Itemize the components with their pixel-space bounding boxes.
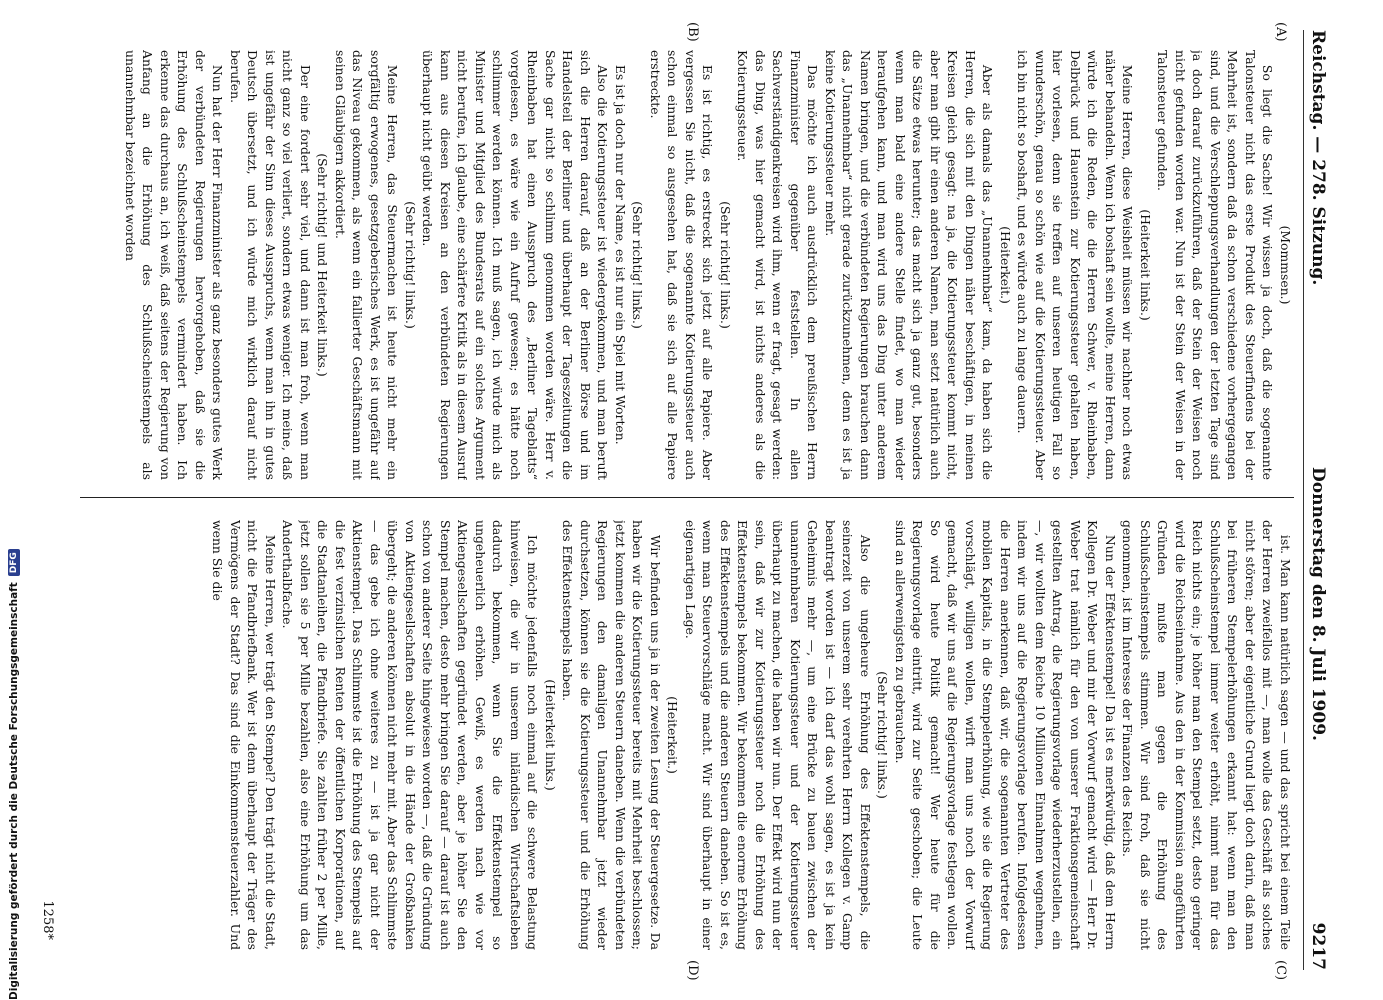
interjection: (Heiterkeit links.) bbox=[543, 679, 558, 791]
interjection: (Sehr richtig! links.) bbox=[875, 671, 891, 799]
header-center: Donnerstag den 8. Juli 1909. bbox=[1308, 467, 1328, 741]
page-header bbox=[1303, 30, 1332, 970]
column-divider bbox=[80, 497, 1294, 498]
interjection: (Sehr richtig! links.) bbox=[630, 201, 646, 329]
paragraph: Es ist ja doch nur der Name, es ist nur ein Spiel mit Worten. bbox=[613, 64, 628, 445]
paragraph: Nun der Effektenstempel! Da ist es merkwürdig, daß dem Herrn Kollegen Dr. Weber und mir der Vorwurf gemacht wird — Herr Dr. Weber trat nämlich für den von unserer Fraktionsgemeinschaft gestellten Antrag, die Regierungsvorlage wiederherzustellen, ein —, wir wollten dem Reiche 10 Millionen Einnahmen wegnehmen, indem wir uns auf die Regierungsvorlage berufen. Infolgedessen die Herren anerkennen, daß wir, die sogenannten Vertreter des mobilen Kapitals, in die Stempelerhöhung, wie sie die Regierung vorschlägt, willigen wollen, wirft man uns noch der Vorwurf gemacht, daß wir uns auf die Regierungsvorlage festlegen wollen. So wird heute Politik gemacht! Wer heute für die Regierungsvorlage eintritt, wird zur Seite geschoben; die Leute sind an allerwenigsten zu gebrauchen. bbox=[893, 520, 1118, 950]
paragraph: Wir befinden uns ja in der zweiten Lesung der Steuergesetze. Da haben wir die Kotierungssteuer bereits mit Mehrheit beschlossen; jetzt kommen die anderen Steuern daneben. Wenn die verbündeten Regierungen den damaligen Unannehmbar jetzt wieder durchsetzen, können sie die Kotierungssteuer und die Erhöhung des Effektenstempels haben. bbox=[560, 520, 663, 950]
credit-text: Digitalisierung gefördert durch die Deutsche Forschungsgemeinschaft bbox=[8, 582, 20, 1000]
paragraph: Es ist richtig, es erstreckt sich jetzt auf alle Papiere. Aber vergessen Sie nicht, daß die sogenannte Kotierungssteuer auch schon einmal so ausgesehen hat, daß sie sich auf alle Papiere erstreckte. bbox=[648, 50, 716, 480]
paragraph: Also die ungeheure Erhöhung des Effektenstempels, die seinerzeit von unserem sehr verehrten Herrn Kollegen v. Gamp beantragt worden ist — ich darf das wohl sagen, es ist ja kein Geheimnis mehr —, um eine Brücke zu bauen zwischen der unannehmbaren Kotierungssteuer und der Kotierungssteuer überhaupt zu machen, die haben wir nun. Der Effekt wird nun der sein, daß wir zur Kotierungssteuer noch die Erhöhung des Effektenstempels bekommen. Wir bekommen die enorme Erhöhung des Effektenstempels und die anderen Steuern daneben. So ist es, wenn man Steuervorschläge macht. Wir sind überhaupt in einer eigenartigen Lage. bbox=[683, 520, 873, 950]
dfg-logo-icon: DFG bbox=[8, 549, 20, 576]
margin-marker-d: (D) bbox=[685, 960, 700, 981]
margin-marker-c: (C) bbox=[1273, 960, 1288, 981]
paragraph: Das möchte ich auch ausdrücklich dem preußischen Herrn Finanzminister gegenüber feststellen. In allen Sachverständigenkreisen wird ihm, wenn er fragt, gesagt werden: das Ding, was hier gemacht wird, ist nichts anderes als die Kotierungssteuer. bbox=[735, 50, 821, 480]
interjection: (Sehr richtig! links.) bbox=[403, 201, 418, 329]
interjection: (Sehr richtig! links.) bbox=[718, 201, 733, 329]
right-column bbox=[80, 520, 1294, 950]
paragraph: So liegt die Sache! Wir wissen ja doch, daß die sogenannte Talonsteuer nicht das erste Produkt des Steuerfindens bei der Mehrheit ist, sondern daß da schon verschiedene vorhergegangen sind, und die Verschleppungsverhandlungen der letzten Tage sind ja doch darauf zurückzuführen, daß der Stein der Weisen noch nicht gefunden worden war. Nun ist der Stein der Weisen in der Talonsteuer gefunden. bbox=[1155, 50, 1276, 480]
paragraph: Ich möchte jedenfalls noch einmal auf die schwere Belastung hinweisen, die wir in unserem inländischen Wirtschaftsleben dadurch bekommen, wenn Sie die Effektenstempel so ungeheuerlich erhöhen. Gewiß, es werden nach wie vor Aktiengesellschaften gegründet werden, aber je höher Sie den Stempel machen, desto mehr bringen Sie darauf — darauf ist auch schon von anderer Seite hingewiesen worden —, daß die Gründung von Aktiengesellschaften absolut in die Hände der Großbanken übergeht; die anderen können nicht mehr mit. Aber das Schlimmste — das gebe ich ohne weiteres zu — ist ja gar nicht der Aktienstempel. Das Schlimmste ist die Erhöhung des Stempels auf die fest verzinslichen Renten der öffentlichen Korporationen, auf die Stadtanleihen, die Pfandbriefe. Sie zahlten früher 2 per Mille, jetzt sollen sie 5 per Mille bezahlen, also eine Erhöhung um das Anderthalbfache. bbox=[280, 520, 541, 950]
interjection: (Mommsen.) bbox=[1278, 225, 1293, 305]
interjection: (Heiterkeit.) bbox=[665, 696, 681, 774]
header-page-number: 9217 bbox=[1308, 922, 1328, 970]
paragraph: ist. Man kann natürlich sagen — und das spricht bei einem Teile der Herren zweifellos mit —, man wolle das Geschäft als solches nicht stören; aber der eigentliche Grund liegt doch darin, daß man bei früheren Stempelerhöhungen erkannt hat: wenn man den Schlußscheinstempel immer weiter erhöht, nimmt man für das Reich nichts ein; je höher man den Stempel setzt, desto geringer wird die Reichseinnahme. Aus den in der Kommission angeführten Gründen mußte man gegen die Erhöhung des Schlußscheinstempels stimmen. Wir sind froh, daß sie nicht genommen, ist im Interesse der Finanzen des Reichs. bbox=[1120, 520, 1293, 950]
paragraph: Also die Kotierungssteuer ist wiedergekommen, und man beruft sich die Herren darauf, daß an der Berliner Börse und im Handelsteil der Berliner und überhaupt der Tageszeitungen die Sache gar nicht so schlimm genommen worden wäre. Herr v. Rheinbaben hat einen Ausspruch des „Berliner Tageblatts“ vorgelesen, es wäre wie ein Aufruf gewesen; es hätte noch schlimmer werden können. Ich muß sagen, ich würde mich als Minister und Mitglied des Bundesrats auf ein solches Argument nicht berufen, ich glaube, eine schärfere Kritik als in diesem Ausruf kann aus diesen Kreisen an den verbündeten Regierungen überhaupt nicht geübt werden. bbox=[420, 50, 611, 480]
paragraph: Der eine fordert sehr viel, und dann ist man froh, wenn man nicht ganz so viel verliert, sondern etwas weniger. Ich meine, daß ist ungefähr der Sinn dieses Ausspruchs, wenn man ihn in gutes Deutsch übersetzt, und ich würde mich wirklich darauf nicht berufen. bbox=[228, 50, 313, 480]
interjection: (Sehr richtig! und Heiterkeit links.) bbox=[315, 153, 331, 377]
paragraph: Nun hat der Herr Finanzminister als ganz besonders gutes Werk der verbündeten Regierungen hervorgehoben, daß sie die Erhöhung des Schlußscheinstempels vermindert haben. Ich erkenne das durchaus an, ich weiß, daß seitens der Regierung von Anfang an die Erhöhung des Schlußscheinstempels als unannehmbar bezeichnet worden bbox=[123, 50, 226, 480]
digitization-credit bbox=[2, 0, 26, 1000]
rotated-page bbox=[20, 0, 1340, 1000]
paragraph: Meine Herren, wer trägt den Stempel? Den trägt nicht die Stadt, nicht die Pfandbriefbank. Wer ist denn überhaupt der Träger des Vermögens der Stadt? Das sind die Einkommensteuerzahler. Und wenn Sie die bbox=[210, 520, 278, 950]
interjection: (Heiterkeit.) bbox=[998, 226, 1013, 304]
margin-marker-a: (A) bbox=[1273, 22, 1288, 42]
paragraph: Aber als damals das „Unannehmbar“ kam, da haben sich die Herren, die sich mit den Dingen näher beschäftigen, in meinen Kreisen gleich gesagt: na ja, die Kotierungssteuer kommt nicht, aber man gibt ihr einen anderen Namen, man setzt natürlich auch die Sätze etwas herunter; das macht sich ja ganz gut, besonders wenn man bald eine andere Stelle findet, wo man wieder heraufgehen kann, und man wird uns das Ding unter anderem Namen bringen, und die verbündeten Regierungen brauchen dann das „Unannehmbar“ nicht gerade zurückzunehmen, denn es ist ja keine Kotierungssteuer mehr. bbox=[823, 50, 996, 480]
interjection: (Heiterkeit links.) bbox=[1138, 209, 1153, 321]
page-code: 1258* bbox=[40, 900, 55, 940]
margin-marker-b: (B) bbox=[685, 22, 700, 42]
header-left: Reichstag. — 278. Sitzung. bbox=[1308, 30, 1328, 286]
paragraph: Meine Herren, diese Weisheit müssen wir nachher noch etwas näher behandeln. Wenn ich boshaft sein wollte, meine Herren, dann würde ich die Reden, die die Herren Schwer, v. Rheinbaben, Delbrück und Hauenstein zur Kotierungssteuer gehalten haben, hier vorlesen, denn sie treffen auf unseren heutigen Fall so wunderschön, genau so schön wie auf die Kotierungssteuer. Aber ich bin nicht so boshaft, und es würde auch zu lange dauern. bbox=[1015, 50, 1136, 480]
paragraph: Meine Herren, das Steuermachen ist heute nicht mehr ein sorgfältig erwogenes, gesetzgeberisches Werk, es ist ungefähr auf das Niveau gekommen, als wenn ein fallierter Geschäftsmann mit seinen Gläubigern akkordiert. bbox=[333, 50, 401, 480]
left-column bbox=[80, 50, 1294, 480]
